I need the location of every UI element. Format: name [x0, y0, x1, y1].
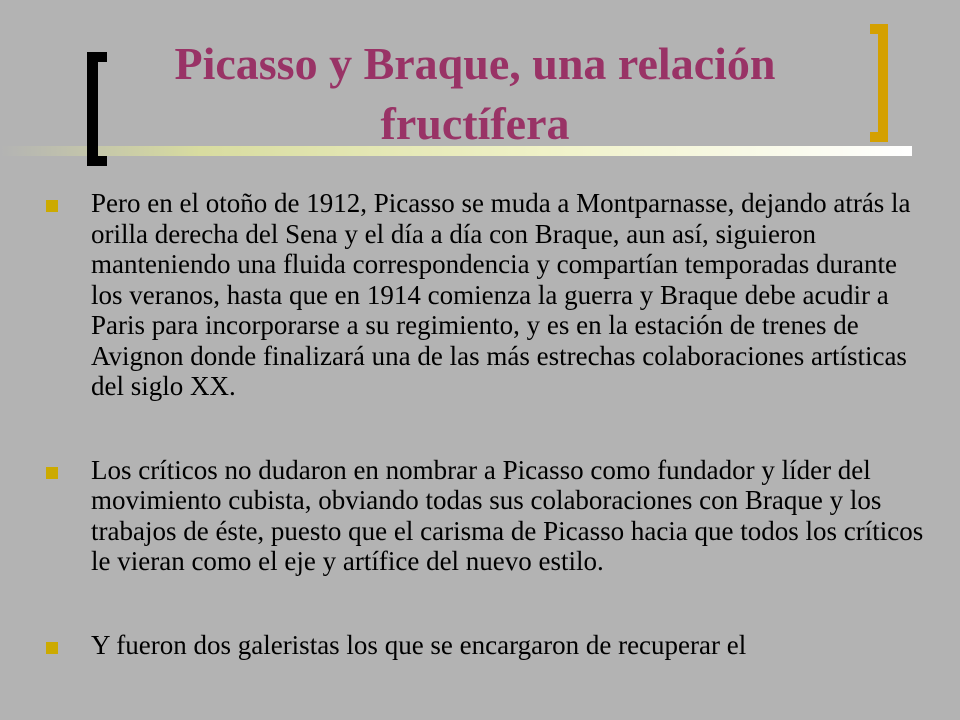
bullet-item — [46, 188, 926, 402]
bullet-text: Y fueron dos galeristas los que se encargaron de recuperar el — [91, 629, 747, 660]
bullet-item — [46, 455, 926, 577]
square-bullet-icon — [46, 642, 58, 654]
bullet-text: Pero en el otoño de 1912, Picasso se muda a Montparnasse, dejando atrás la orilla derecha del Sena y el día a día con Braque, aun así, siguieron manteniendo una fluida correspondencia y compartían temporadas durante los veranos, hasta que en 1914 comienza la guerra y Braque debe acudir a Paris para incorporarse a su regimiento, y es en la estación de trenes de Avignon donde finalizará una de las más estrechas colaboraciones artísticas del siglo XX. — [91, 188, 911, 401]
square-bullet-icon — [46, 467, 58, 479]
right-bracket-decoration — [878, 24, 888, 142]
bullet-list — [46, 188, 926, 713]
left-bracket-decoration — [87, 52, 98, 166]
slide-title: Picasso y Braque, una relación fructífera — [174, 38, 776, 149]
bullet-item — [46, 630, 926, 661]
bullet-text: Los críticos no dudaron en nombrar a Picasso como fundador y líder del movimiento cubista, obviando todas sus colaboraciones con Braque y los trabajos de éste, puesto que el carisma de Picasso hacia que todos los críticos le vieran como el eje y artífice del nuevo estilo. — [91, 454, 924, 576]
square-bullet-icon — [46, 200, 58, 212]
